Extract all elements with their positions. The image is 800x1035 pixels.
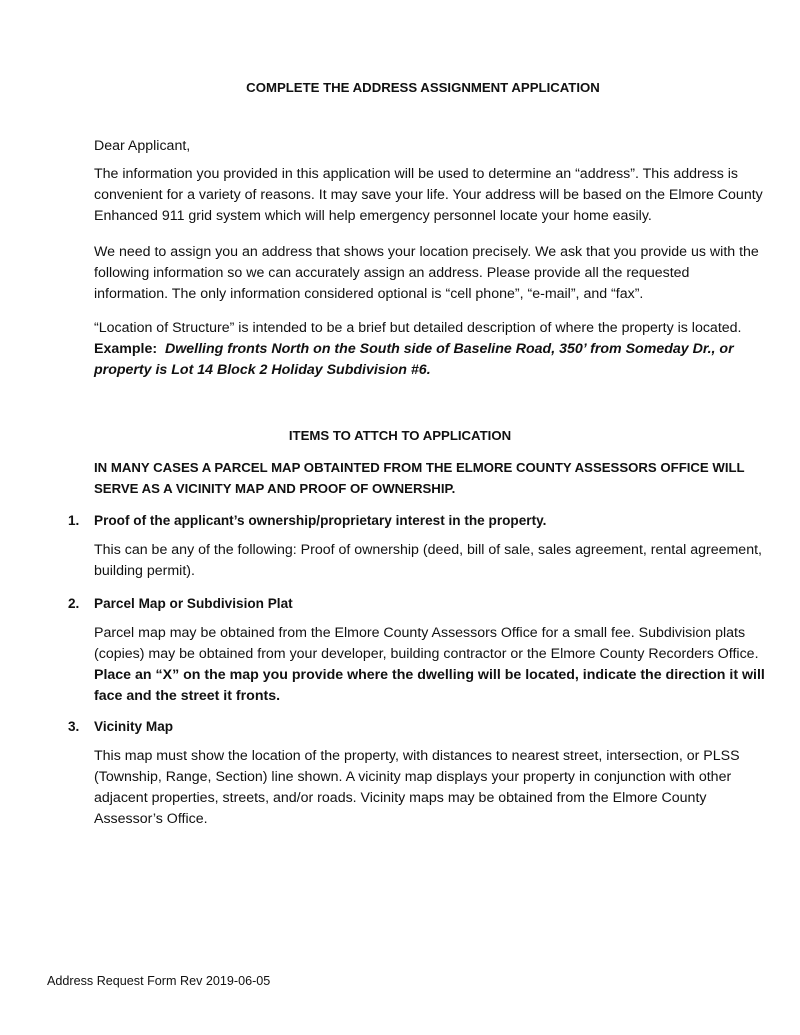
footer-revision: Address Request Form Rev 2019-06-05 — [47, 974, 271, 988]
section-title: ITEMS TO ATTCH TO APPLICATION — [288, 428, 512, 443]
parcel-map-notice: IN MANY CASES A PARCEL MAP OBTAINTED FROM THE ELMORE COUNTY ASSESSORS OFFICE WILL SERVE AS A VICINITY MAP AND PROOF OF OWNERSHIP. — [94, 460, 745, 496]
intro-paragraph: The information you provided in this application will be used to determine an “address”. This address is convenient for a variety of reasons. It may save your life. Your address will be based on the Elmore County Enhanced 911 grid system which will help emergency personnel locate your home easily. — [94, 166, 763, 224]
item-2-body-text: Parcel map may be obtained from the Elmore County Assessors Office for a small fee. Subdivision plats (copies) may be obtained from your developer, building contractor or the Elmore County Recorders Office. — [94, 625, 759, 662]
item-2-heading: Parcel Map or Subdivision Plat — [94, 596, 293, 611]
greeting: Dear Applicant, — [94, 138, 191, 154]
location-paragraph — [94, 318, 766, 381]
example-text: Dwelling fronts North on the South side of Baseline Road, 350’ from Someday Dr., or property is Lot 14 Block 2 Holiday Subdivision #6. — [94, 341, 734, 378]
location-text: “Location of Structure” is intended to be a brief but detailed description of where the property is located. — [94, 320, 742, 336]
item-3-number: 3. — [68, 719, 80, 734]
item-2-body — [94, 623, 766, 707]
instructions-paragraph: We need to assign you an address that shows your location precisely. We ask that you provide us with the following information so we can accurately assign an address. Please provide all the requested information. The only information considered optional is “cell phone”, “e-mail”, and “fax”. — [94, 244, 759, 302]
item-2-number: 2. — [68, 596, 80, 611]
item-1-number: 1. — [68, 513, 80, 528]
item-1-heading: Proof of the applicant’s ownership/proprietary interest in the property. — [94, 513, 547, 528]
page-title: COMPLETE THE ADDRESS ASSIGNMENT APPLICATION — [246, 80, 600, 95]
item-2-body-emphasis: Place an “X” on the map you provide where the dwelling will be located, indicate the direction it will face and the street it fronts. — [94, 667, 765, 704]
item-3-body: This map must show the location of the property, with distances to nearest street, intersection, or PLSS (Township, Range, Section) line shown. A vicinity map displays your property in conjunction with other adjacent properties, streets, and/or roads. Vicinity maps may be obtained from the Elmore County Assessor’s Office. — [94, 748, 740, 827]
example-label: Example: — [94, 341, 158, 357]
item-1-body: This can be any of the following: Proof of ownership (deed, bill of sale, sales agreement, rental agreement, building permit). — [94, 542, 762, 579]
item-3-heading: Vicinity Map — [94, 719, 174, 734]
